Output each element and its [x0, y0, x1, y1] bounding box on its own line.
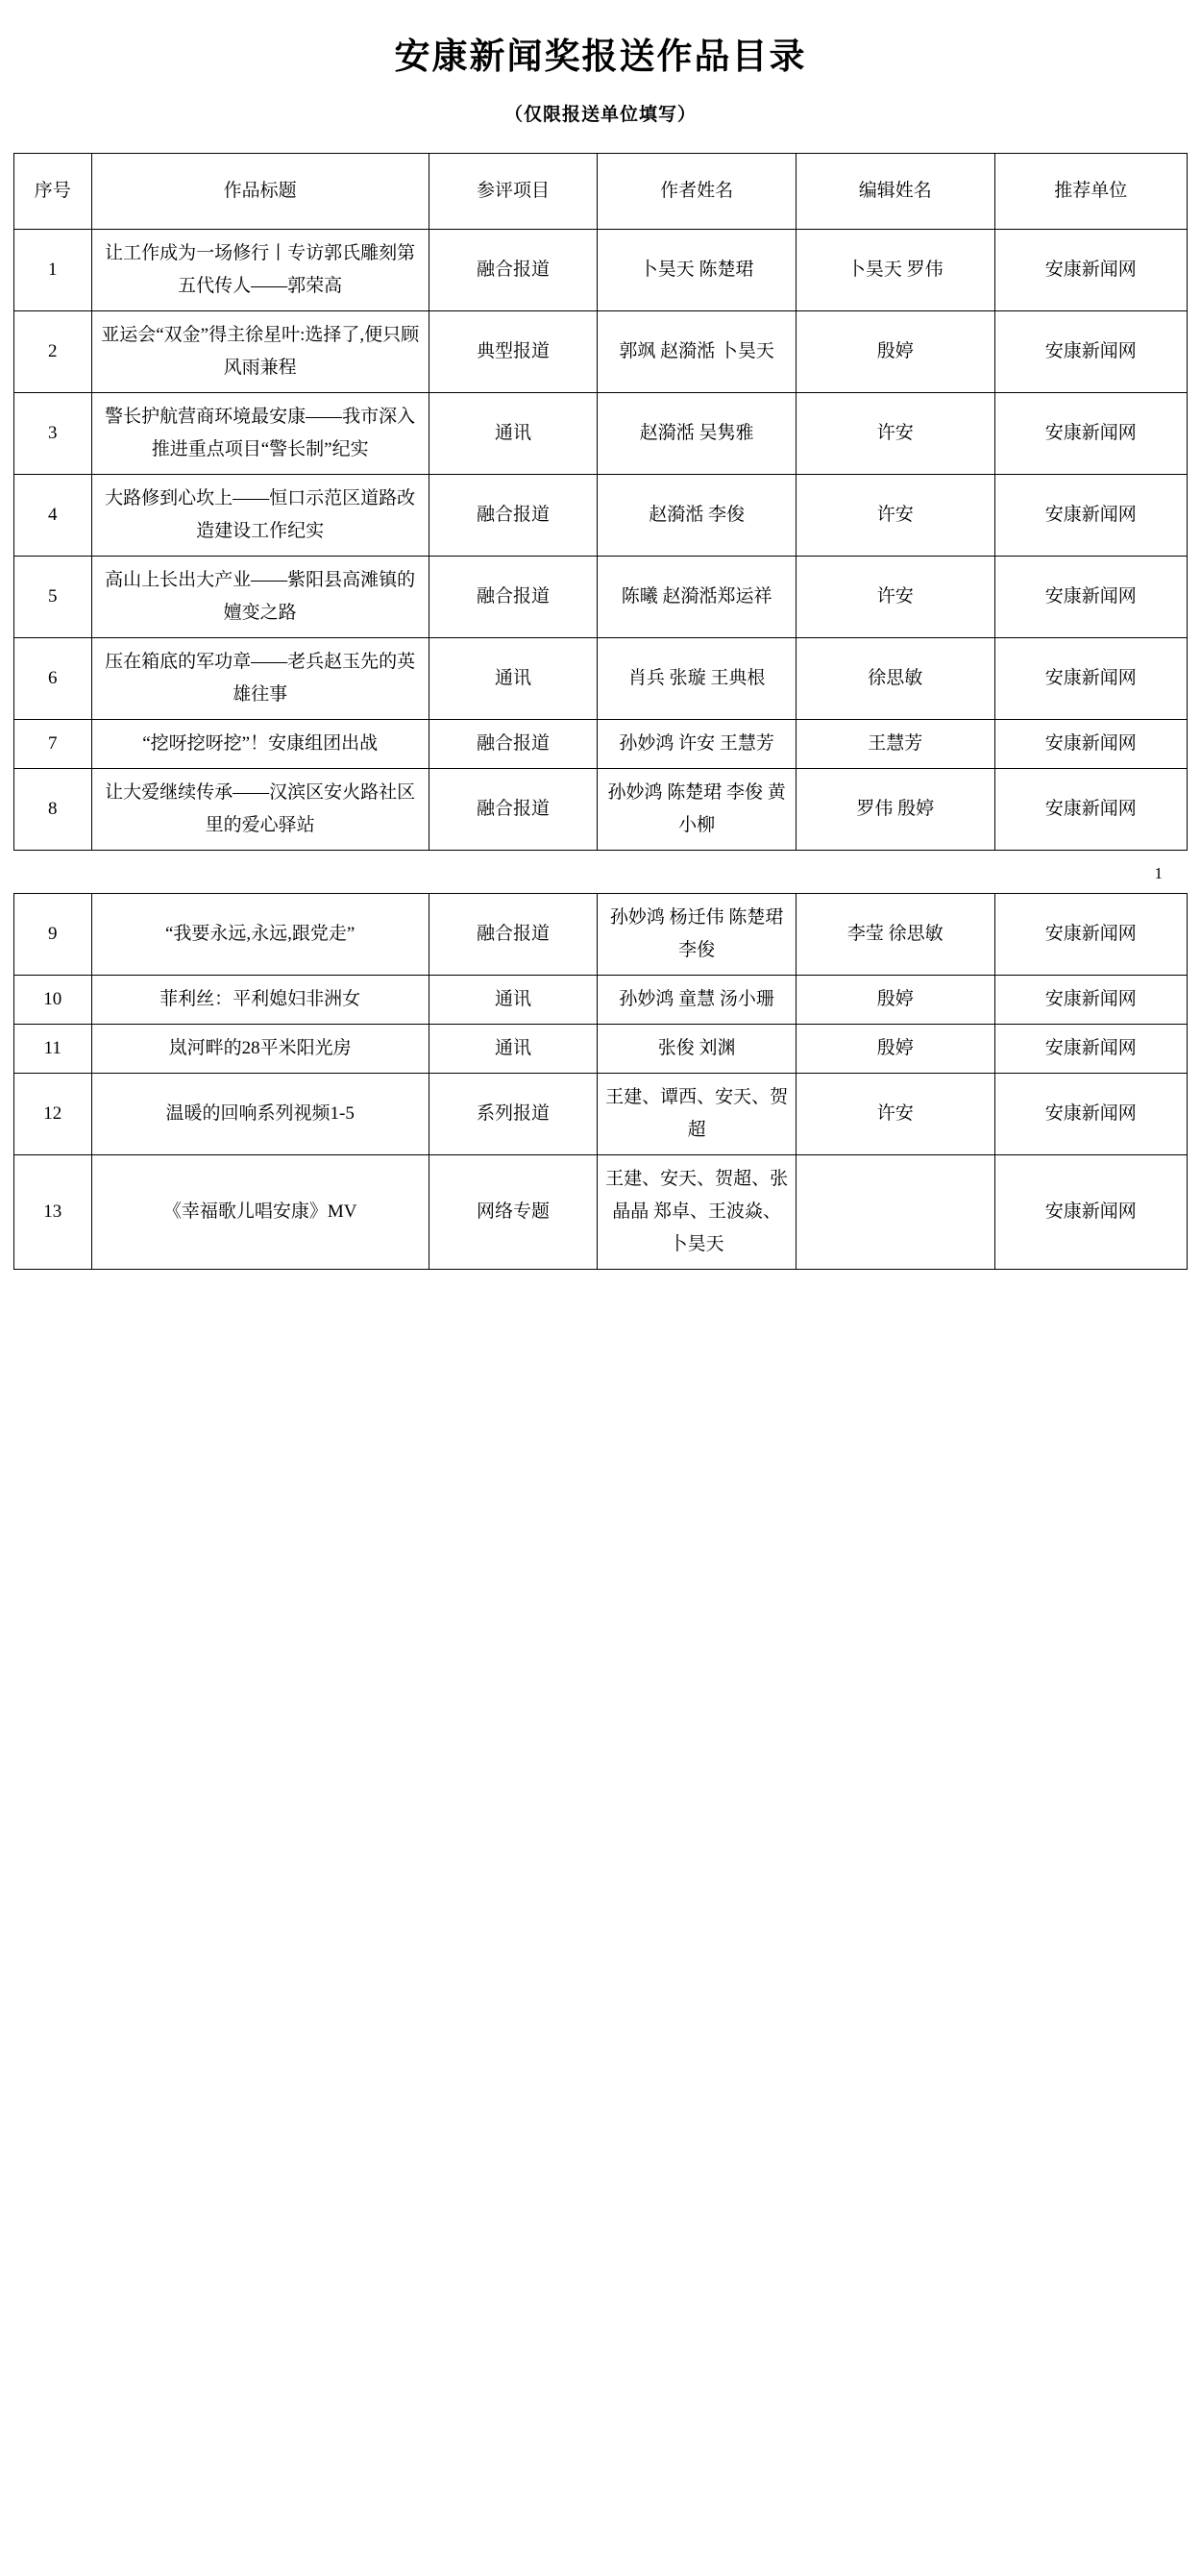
- cell-no: 10: [14, 976, 92, 1025]
- cell-category: 融合报道: [429, 769, 598, 851]
- cell-unit: 安康新闻网: [994, 1155, 1187, 1270]
- cell-unit: 安康新闻网: [994, 557, 1187, 638]
- cell-title: 让工作成为一场修行丨专访郭氏雕刻第五代传人——郭荣高: [91, 230, 429, 311]
- cell-category: 系列报道: [429, 1074, 598, 1155]
- cell-authors: 孙妙鸿 陈楚珺 李俊 黄小柳: [598, 769, 797, 851]
- cell-authors: 陈曦 赵漪湉郑运祥: [598, 557, 797, 638]
- cell-editors: 许安: [796, 475, 994, 557]
- cell-authors: 张俊 刘渊: [598, 1025, 797, 1074]
- cell-unit: 安康新闻网: [994, 393, 1187, 475]
- cell-unit: 安康新闻网: [994, 1025, 1187, 1074]
- cell-authors: 王建、谭西、安天、贺超: [598, 1074, 797, 1155]
- table-row: [14, 230, 1188, 311]
- cell-editors: 徐思敏: [796, 638, 994, 720]
- cell-no: 8: [14, 769, 92, 851]
- column-header-title: 作品标题: [91, 154, 429, 230]
- cell-no: 11: [14, 1025, 92, 1074]
- cell-title: 温暖的回响系列视频1-5: [91, 1074, 429, 1155]
- table-row: [14, 393, 1188, 475]
- cell-editors: 罗伟 殷婷: [796, 769, 994, 851]
- cell-no: 12: [14, 1074, 92, 1155]
- cell-unit: 安康新闻网: [994, 638, 1187, 720]
- cell-title: “我要永远,永远,跟党走”: [91, 894, 429, 976]
- cell-no: 2: [14, 311, 92, 393]
- table-row: [14, 1074, 1188, 1155]
- table-row: [14, 769, 1188, 851]
- cell-unit: 安康新闻网: [994, 230, 1187, 311]
- submission-table-page1: [13, 153, 1188, 851]
- cell-category: 通讯: [429, 976, 598, 1025]
- cell-category: 融合报道: [429, 894, 598, 976]
- column-header-unit: 推荐单位: [994, 154, 1187, 230]
- cell-unit: 安康新闻网: [994, 976, 1187, 1025]
- cell-unit: 安康新闻网: [994, 894, 1187, 976]
- cell-category: 典型报道: [429, 311, 598, 393]
- cell-category: 通讯: [429, 638, 598, 720]
- cell-editors: 许安: [796, 1074, 994, 1155]
- cell-category: 融合报道: [429, 230, 598, 311]
- document-page: [0, 15, 1201, 1270]
- cell-unit: 安康新闻网: [994, 475, 1187, 557]
- cell-no: 3: [14, 393, 92, 475]
- cell-authors: 王建、安天、贺超、张晶晶 郑卓、王波焱、卜昊天: [598, 1155, 797, 1270]
- cell-category: 通讯: [429, 1025, 598, 1074]
- cell-editors: 卜昊天 罗伟: [796, 230, 994, 311]
- cell-authors: 郭飒 赵漪湉 卜昊天: [598, 311, 797, 393]
- table-header-row: [14, 154, 1188, 230]
- cell-category: 网络专题: [429, 1155, 598, 1270]
- cell-authors: 赵漪湉 李俊: [598, 475, 797, 557]
- cell-unit: 安康新闻网: [994, 311, 1187, 393]
- cell-editors: 王慧芳: [796, 720, 994, 769]
- cell-authors: 赵漪湉 吴隽雅: [598, 393, 797, 475]
- cell-editors: 李莹 徐思敏: [796, 894, 994, 976]
- cell-unit: 安康新闻网: [994, 1074, 1187, 1155]
- cell-title: 亚运会“双金”得主徐星叶:选择了,便只顾风雨兼程: [91, 311, 429, 393]
- cell-title: 《幸福歌儿唱安康》MV: [91, 1155, 429, 1270]
- cell-title: 大路修到心坎上——恒口示范区道路改造建设工作纪实: [91, 475, 429, 557]
- table-row: [14, 475, 1188, 557]
- cell-unit: 安康新闻网: [994, 769, 1187, 851]
- cell-authors: 孙妙鸿 杨迁伟 陈楚珺 李俊: [598, 894, 797, 976]
- cell-authors: 孙妙鸿 许安 王慧芳: [598, 720, 797, 769]
- cell-no: 5: [14, 557, 92, 638]
- column-header-author: 作者姓名: [598, 154, 797, 230]
- cell-unit: 安康新闻网: [994, 720, 1187, 769]
- cell-title: 高山上长出大产业——紫阳县高滩镇的嬗变之路: [91, 557, 429, 638]
- table-row: [14, 1155, 1188, 1270]
- column-header-no: 序号: [14, 154, 92, 230]
- cell-title: “挖呀挖呀挖”！安康组团出战: [91, 720, 429, 769]
- cell-editors: 殷婷: [796, 976, 994, 1025]
- cell-title: 让大爱继续传承——汉滨区安火路社区里的爱心驿站: [91, 769, 429, 851]
- cell-category: 通讯: [429, 393, 598, 475]
- cell-category: 融合报道: [429, 720, 598, 769]
- cell-no: 1: [14, 230, 92, 311]
- table-row: [14, 720, 1188, 769]
- cell-title: 菲利丝：平利媳妇非洲女: [91, 976, 429, 1025]
- cell-no: 6: [14, 638, 92, 720]
- table-row: [14, 976, 1188, 1025]
- cell-editors: 殷婷: [796, 1025, 994, 1074]
- cell-no: 7: [14, 720, 92, 769]
- cell-no: 13: [14, 1155, 92, 1270]
- table-row: [14, 557, 1188, 638]
- table-row: [14, 1025, 1188, 1074]
- cell-category: 融合报道: [429, 557, 598, 638]
- page-title: 安康新闻奖报送作品目录: [394, 37, 807, 77]
- cell-category: 融合报道: [429, 475, 598, 557]
- cell-authors: 肖兵 张璇 王典根: [598, 638, 797, 720]
- cell-title: 警长护航营商环境最安康——我市深入推进重点项目“警长制”纪实: [91, 393, 429, 475]
- table-row: [14, 311, 1188, 393]
- table-row: [14, 638, 1188, 720]
- column-header-editor: 编辑姓名: [796, 154, 994, 230]
- cell-no: 4: [14, 475, 92, 557]
- cell-authors: 卜昊天 陈楚珺: [598, 230, 797, 311]
- cell-no: 9: [14, 894, 92, 976]
- cell-editors: 许安: [796, 393, 994, 475]
- cell-editors: 殷婷: [796, 311, 994, 393]
- cell-editors: 许安: [796, 557, 994, 638]
- page-subtitle: （仅限报送单位填写）: [503, 105, 697, 125]
- page-number: 1: [1154, 864, 1163, 882]
- cell-authors: 孙妙鸿 童慧 汤小珊: [598, 976, 797, 1025]
- cell-title: 岚河畔的28平米阳光房: [91, 1025, 429, 1074]
- cell-editors: [796, 1155, 994, 1270]
- cell-title: 压在箱底的军功章——老兵赵玉先的英雄往事: [91, 638, 429, 720]
- submission-table-page2: [13, 893, 1188, 1270]
- column-header-category: 参评项目: [429, 154, 598, 230]
- table-row: [14, 894, 1188, 976]
